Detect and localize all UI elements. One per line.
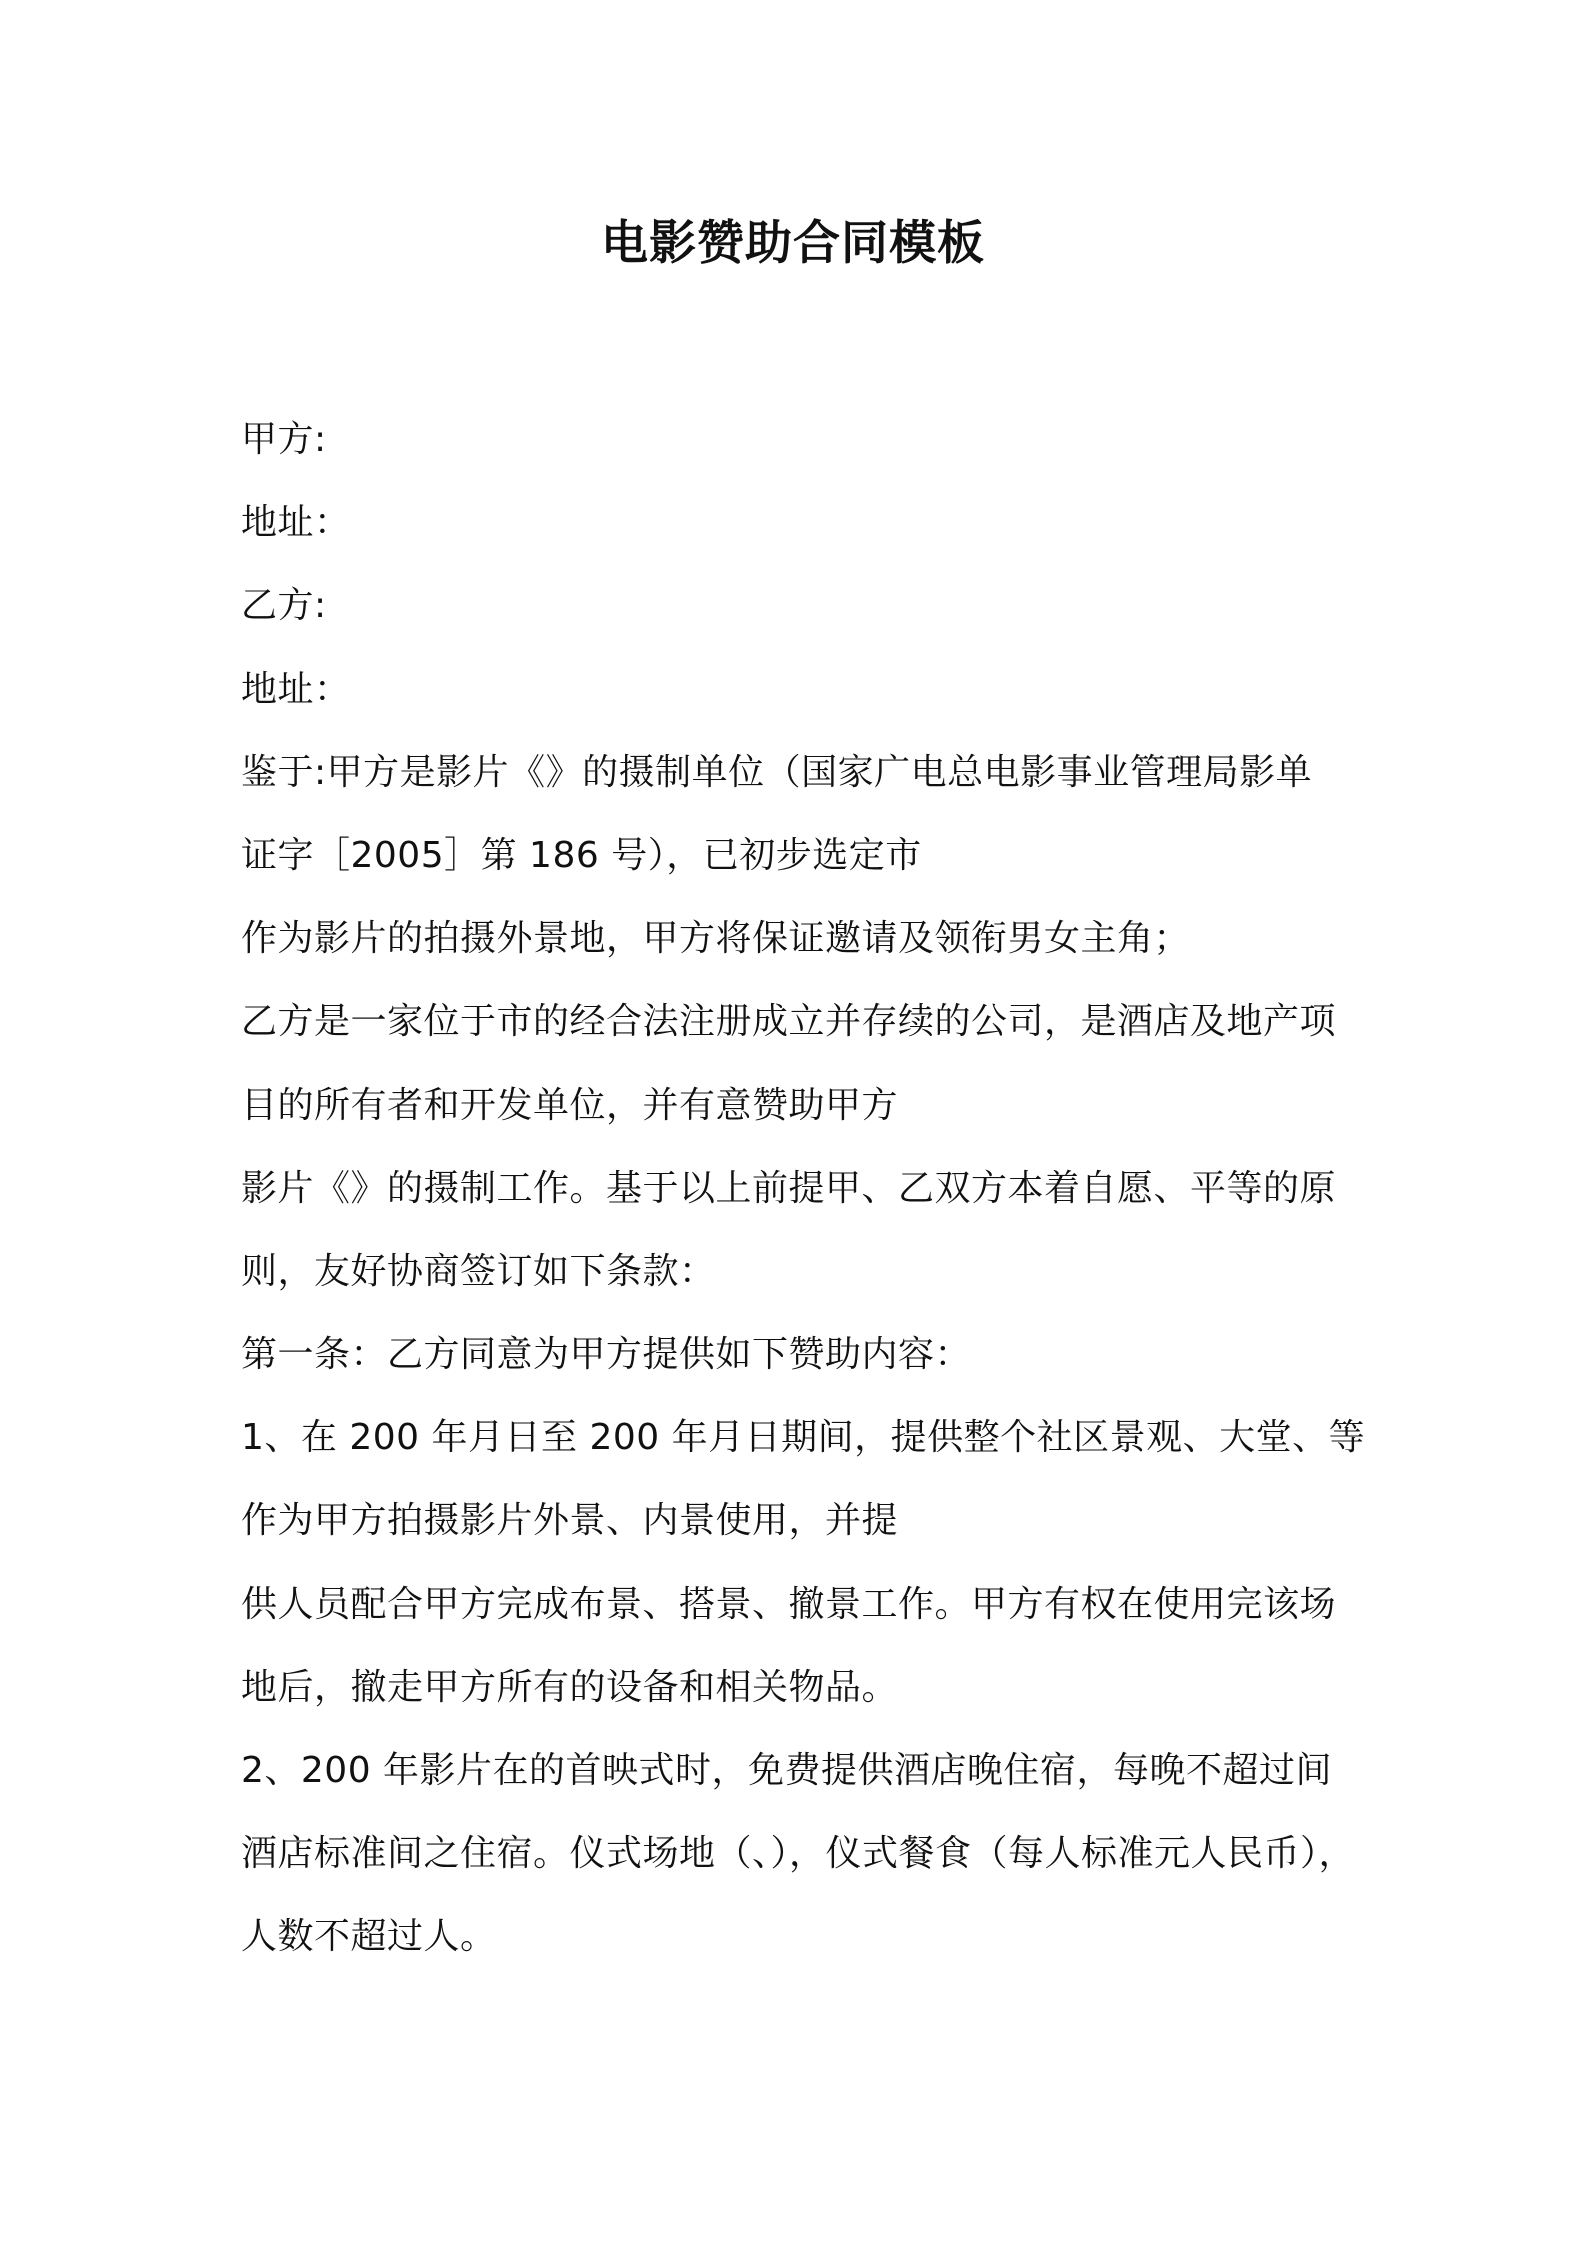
paragraph-line: 目的所有者和开发单位，并有意赞助甲方 [241,1084,899,1126]
paragraph-line: 地后，撤走甲方所有的设备和相关物品。 [241,1666,899,1708]
party-a-line: 甲方: [241,419,327,460]
paragraph-line: 作为甲方拍摄影片外景、内景使用，并提 [241,1500,899,1542]
paragraph-line: 则，友好协商签订如下条款： [241,1250,716,1292]
paragraph-line: 证字［2005］第 186 号），已初步选定市 [241,834,922,876]
paragraph-line: 酒店标准间之住宿。仪式场地（、），仪式餐食（每人标准元人民币）， [241,1833,1356,1875]
paragraph-line: 供人员配合甲方完成布景、搭景、撤景工作。甲方有权在使用完该场 [241,1583,1337,1625]
document-body [241,398,1366,1979]
paragraph-line: 1、在 200 年月日至 200 年月日期间，提供整个社区景观、大堂、等 [241,1417,1366,1459]
article-heading-line: 第一条：乙方同意为甲方提供如下赞助内容： [241,1334,972,1376]
paragraph-line: 乙方是一家位于市的经合法注册成立并存续的公司，是酒店及地产项 [241,1001,1337,1043]
party-a-address-line: 地址： [241,502,351,544]
paragraph-line: 鉴于:甲方是影片《》的摄制单位（国家广电总电影事业管理局影单 [241,751,1313,793]
party-b-line: 乙方: [241,585,327,627]
paragraph-line: 人数不超过人。 [241,1916,497,1958]
paragraph-line: 2、200 年影片在的首映式时，免费提供酒店晚住宿，每晚不超过间 [241,1750,1333,1791]
document-title: 电影赞助合同模板 [601,216,985,271]
paragraph-line: 作为影片的拍摄外景地，甲方将保证邀请及领衔男女主角； [241,918,1191,960]
paragraph-line: 影片《》的摄制工作。基于以上前提甲、乙双方本着自愿、平等的原 [241,1167,1337,1209]
party-b-address-line: 地址： [241,668,351,710]
